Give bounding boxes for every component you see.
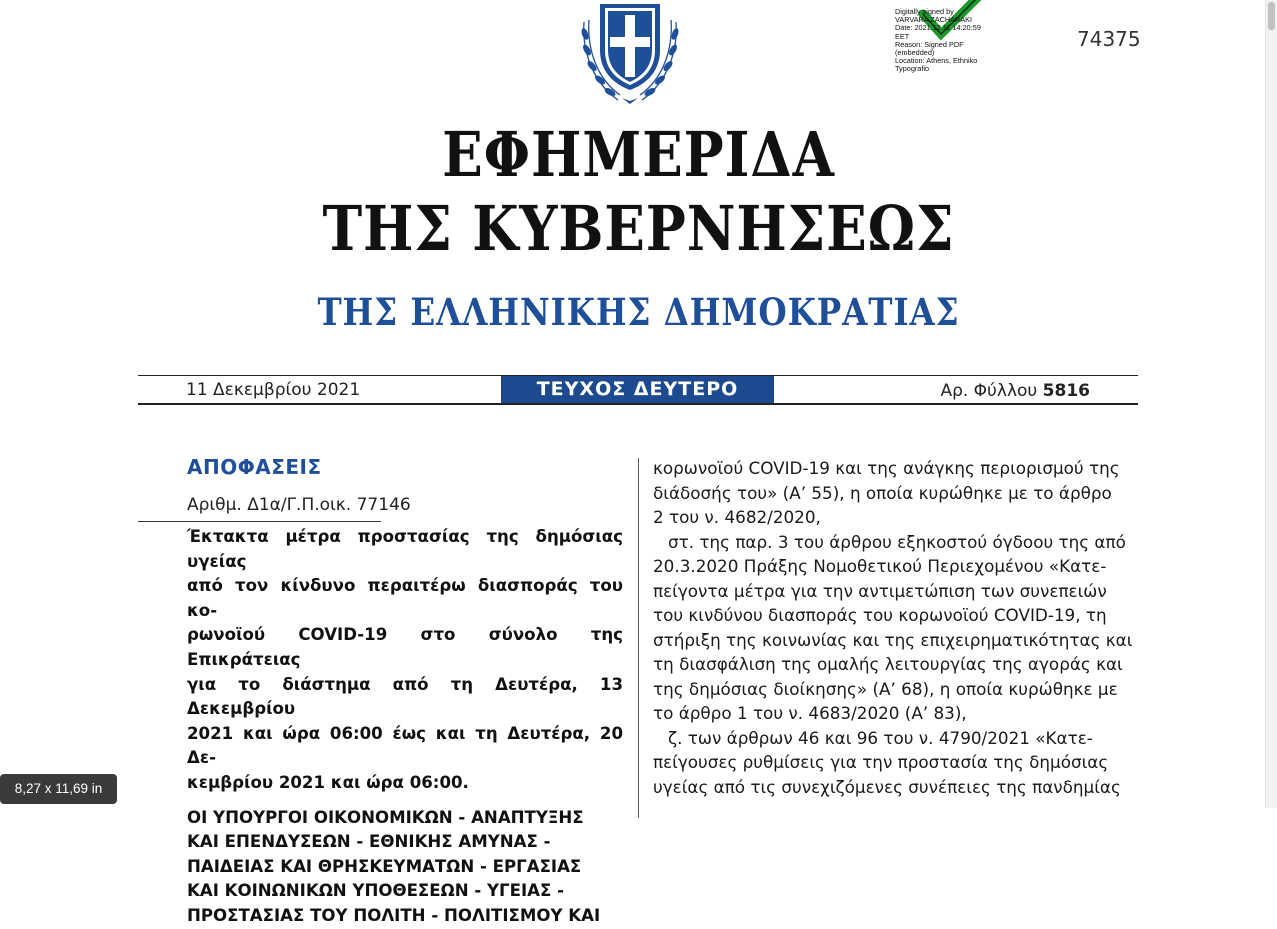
- left-column: [187, 455, 623, 929]
- body-text-line: 2 του ν. 4682/2020,: [653, 507, 821, 527]
- issue-date: 11 Δεκεμβρίου 2021: [186, 380, 361, 400]
- section-heading: ΑΠΟΦΑΣΕΙΣ: [187, 455, 322, 479]
- body-text-line: της δημόσιας διοίκησης» (Α’ 68), η οποία κυρώθηκε με: [653, 678, 1118, 699]
- decision-title-line: ρωνοϊού COVID-19 στο σύνολο της Επικράτειας: [187, 625, 623, 669]
- decision-title: [187, 525, 623, 796]
- digital-signature-stamp[interactable]: [893, 0, 1003, 76]
- coat-of-arms-emblem: [578, 0, 682, 106]
- decision-title-line: από τον κίνδυνο περαιτέρω διασποράς του κο-: [187, 576, 623, 620]
- ministers-line: ΚΑΙ ΕΠΕΝΔΥΣΕΩΝ - ΕΘΝΙΚΗΣ ΑΜΥΝΑΣ -: [187, 832, 551, 852]
- body-text-line: κορωνοϊού COVID-19 και της ανάγκης περιορισμού της: [653, 458, 1120, 478]
- decision-title-line: Έκτακτα μέτρα προστασίας της δημόσιας υγείας: [187, 527, 623, 571]
- decision-title-line: για το διάστημα από τη Δευτέρα, 13 Δεκεμβρίου: [187, 674, 623, 719]
- sheet-label: Αρ. Φύλλου: [940, 381, 1038, 401]
- column-divider: [638, 458, 639, 818]
- body-text-line: πείγοντα μέτρα για την αντιμετώπιση των συνεπειών: [653, 580, 1107, 601]
- body-text-line: τη διασφάλιση της ομαλής λειτουργίας της αγοράς και: [653, 654, 1123, 674]
- decision-title-line: 2021 και ώρα 06:00 έως και τη Δευτέρα, 20 Δε-: [187, 723, 623, 768]
- body-text-line: ζ. των άρθρων 46 και 96 του ν. 4790/2021 «Κατε-: [668, 727, 1093, 748]
- gazette-page-number: 74375: [1077, 27, 1141, 51]
- ministers-line: ΠΑΙΔΕΙΑΣ ΚΑΙ ΘΡΗΣΚΕΥΜΑΤΩΝ - ΕΡΓΑΣΙΑΣ: [187, 856, 582, 876]
- issue-sheet-number: [940, 381, 1090, 401]
- sheet-number: 5816: [1042, 381, 1090, 401]
- ministers-line: ΠΡΟΣΤΑΣΙΑΣ ΤΟΥ ΠΟΛΙΤΗ - ΠΟΛΙΤΙΣΜΟΥ ΚΑΙ: [187, 905, 601, 925]
- decision-title-line: κεμβρίου 2021 και ώρα 06:00.: [187, 772, 469, 792]
- body-text-line: 20.3.2020 Πράξης Νομοθετικού Περιεχομένου «Κατε-: [653, 556, 1107, 576]
- body-text-line: υγείας από τις συνεχιζόμενες συνέπειες της πανδημίας: [653, 776, 1121, 797]
- body-text-line: πείγουσες ρυθμίσεις για την προστασία της δημόσιας: [653, 752, 1109, 772]
- ministers-line: ΟΙ ΥΠΟΥΡΓΟΙ ΟΙΚΟΝΟΜΙΚΩΝ - ΑΝΑΠΤΥΞΗΣ: [187, 807, 584, 827]
- body-text-line: το άρθρο 1 του ν. 4683/2020 (Α’ 83),: [653, 703, 967, 723]
- issue-series-badge: ΤΕΥΧΟΣ ΔΕΥΤΕΡΟ: [501, 376, 774, 403]
- masthead-subtitle: ΤΗΣ ΕΛΛΗΝΙΚΗΣ ΔΗΜΟΚΡΑΤΙΑΣ: [317, 290, 960, 334]
- body-text-line: του κινδύνου διασποράς του κορωνοϊού COVID-19, τη: [653, 605, 1107, 625]
- scrollbar-thumb[interactable]: [1268, 2, 1275, 30]
- body-text-line: στ. της παρ. 3 του άρθρου εξηκοστού όγδοου της από: [668, 531, 1126, 552]
- vertical-scrollbar[interactable]: [1265, 0, 1277, 808]
- body-text-line: στήριξη της κοινωνίας και της επιχειρηματικότητας και: [653, 629, 1133, 650]
- ministers-line: ΚΑΙ ΚΟΙΝΩΝΙΚΩΝ ΥΠΟΘΕΣΕΩΝ - ΥΓΕΙΑΣ -: [187, 881, 564, 901]
- body-text-line: διάδοσής του» (Α’ 55), η οποία κυρώθηκε με το άρθρο: [653, 482, 1112, 503]
- issue-info-bar: [138, 375, 1138, 405]
- decision-number: Αριθμ. Δ1α/Γ.Π.οικ. 77146: [187, 495, 411, 515]
- right-column: [653, 456, 1138, 799]
- signature-details: Digitally signed by VARVARA ZACHARAKI Date: 2021.12.11 14:20:59 EET Reason: Signed PDF (embedded) Location: Athens, Ethniko Typografio: [895, 7, 981, 74]
- ministers-heading: [187, 806, 623, 929]
- masthead-title-line-2: ΤΗΣ ΚΥΒΕΡΝΗΣΕΩΣ: [322, 192, 955, 265]
- page-size-badge: 8,27 x 11,69 in: [0, 774, 117, 804]
- masthead-title-line-1: ΕΦΗΜΕΡΙΔΑ: [442, 118, 835, 191]
